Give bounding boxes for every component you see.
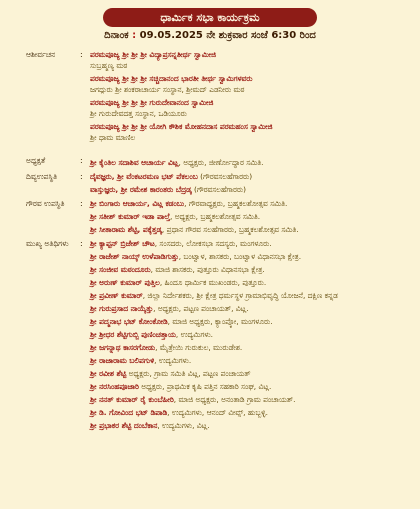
guest-entry: ಶ್ರೀ ರಾಜೇಶ್ ನಾಯ್ಕ್ ಉಳೆಪಾಡಿಗುತ್ತು, ಬಂಟ್ವಾಳ, ಶಾಸಕರು, ಬಂಟ್ವಾಳ ವಿಧಾನಸಭಾ ಕ್ಷೇತ್ರ. [90,252,302,261]
section-label: ಅಧ್ಯಕ್ಷತೆ [26,156,46,165]
guest-entry: ಶ್ರೀ ಗುರುಪ್ರಸಾದ ನಾಯ್ಕೆತ್ತು, ಅಧ್ಯಕ್ಷರು, ಪಟ್ಟಣ ಪಂಚಾಯತ್, ವಿಟ್ಲ. [90,304,249,313]
guest-entry: ದೈವಜ್ಞರು, ಶ್ರೀ ವೆಂಕಟರಮಣ ಭಟ್ ಪೆಕಲಂಬ (ಗೌರವಸಲಹೆಗಾರರು) [90,172,253,181]
program-title: ಧಾರ್ಮಿಕ ಸಭಾ ಕಾರ್ಯಕ್ರಮ [103,8,317,27]
section-aashirvachana: ಆಶೀರ್ವಚನ : ಪರಮಪೂಜ್ಯ ಶ್ರೀ ಶ್ರೀ ಶ್ರೀ ವಿದ್ಯಾಪ್ರಸನ್ನತೀರ್ಥ ಸ್ವಾಮೀಜಿ ಸುಬ್ರಹ್ಮಣ್ಯ ಮಠ ಪರಮಪೂಜ್ಯ ಶ್ರೀ ಶ್ರೀ ಶ್ರೀ ಸಚ್ಚಿದಾನಂದ ಭಾರತೀ ತೀರ್ಥ ಸ್ವಾಮಿಗಳವರು ಜಗದ್ಗುರು ಶ್ರೀ ಶಂಕರಾಚಾರ್ಯ ಸಂಸ್ಥಾನ, ಶ್ರೀಮದ್ ಎಡನೀರು ಮಠ ಪರಮಪೂಜ್ಯ ಶ್ರೀ ಶ್ರೀ ಶ್ರೀ ಗುರುದೇವಾನಂದ ಸ್ವಾಮೀಜಿ ಶ್ರೀ ಗುರುದೇವದತ್ತ ಸಂಸ್ಥಾನ, ಒಡಿಯೂರು ಪರಮಪೂಜ್ಯ ಶ್ರೀ ಶ್ರೀ ಶ್ರೀ ಯೋಗಿ ಕೌಶಿಕ ಮೋಹನದಾಸ ಪರಮಹಂಸ ಸ್ವಾಮೀಜಿ ಶ್ರೀ ಧಾಮ ಮಾಣಿಲ [8,49,412,143]
guest-entry: ಶ್ರೀ ಪದ್ಮನಾಭ ಭಟ್ ಕೋಂಕೋಡಿ, ಮಾಜಿ ಅಧ್ಯಕ್ಷರು, ಕ್ಯಾಂಪ್ಕೋ, ಮಂಗಳೂರು. [90,317,273,326]
section-label: ಮುಖ್ಯ ಅತಿಥಿಗಳು [26,239,69,248]
guest-entry: ಪರಮಪೂಜ್ಯ ಶ್ರೀ ಶ್ರೀ ಶ್ರೀ ಸಚ್ಚಿದಾನಂದ ಭಾರತೀ ತೀರ್ಥ ಸ್ವಾಮಿಗಳವರು [90,74,253,83]
guest-entry: ಶ್ರೀ ಅರುಣ್ ಕುಮಾರ್ ಪುತ್ತಿಲ, ಹಿಂದೂ ಧಾರ್ಮಿಕ ಮುಖಂಡರು, ಪುತ್ತೂರು. [90,278,267,287]
date-label: ದಿನಾಂಕ [104,30,129,41]
section-adhyakshate: ಅಧ್ಯಕ್ಷತೆ : ಶ್ರೀ ಕೈಂತಿಲ ಸದಾಶಿವ ಆಚಾರ್ಯ ವಿಟ್ಲ, ಅಧ್ಯಕ್ಷರು, ಜೀರ್ಣೋದ್ಧಾರ ಸಮಿತಿ. [8,155,412,168]
guest-entry: ಶ್ರೀ ಶ್ರೀಧರ ಶೆಟ್ಟಿಗುಬ್ಬಿ ಪುಣಿಂಚತ್ತಾಯ, ಉದ್ಯಮಿಗಳು. [90,330,214,339]
guest-entry: ಶ್ರೀ ನನತ್ ಕುಮಾರ್ ರೈ ಕುಂಬೆಹೀರಿ, ಮಾಜಿ ಅಧ್ಯಕ್ಷರು, ಅನಂತಾಡಿ ಗ್ರಾಮ ಪಂಚಾಯತ್. [90,395,296,404]
guest-entry: ಪರಮಪೂಜ್ಯ ಶ್ರೀ ಶ್ರೀ ಶ್ರೀ ಯೋಗಿ ಕೌಶಿಕ ಮೋಹನದಾಸ ಪರಮಹಂಸ ಸ್ವಾಮೀಜಿ [90,122,273,131]
guest-entry: ಶ್ರೀ ನರಸಿಂಹಪೂಜಾರಿ ಅಧ್ಯಕ್ಷರು, ಪ್ರಾಥಮಿಕ ಕೃಷಿ ಪತ್ತಿನ ಸಹಕಾರಿ ಸಂಘ, ವಿಟ್ಲ. [90,382,272,391]
guest-entry-sub: ಸುಬ್ರಹ್ಮಣ್ಯ ಮಠ [90,61,128,70]
guest-entry: ಪರಮಪೂಜ್ಯ ಶ್ರೀ ಶ್ರೀ ಶ್ರೀ ಗುರುದೇವಾನಂದ ಸ್ವಾಮೀಜಿ [90,98,214,107]
section-label: ದಿವ್ಯಉಪಸ್ಥಿತಿ [26,172,58,181]
guest-entry: ಶ್ರೀ ಡಿ. ಗೋವಿಂದ ಭಟ್ ಡಿಪಾಡಿ, ಉದ್ಯಮಿಗಳು, ಆನಂದ್ ವೀವ್ಸ್, ಹುಬ್ಬಳ್ಳಿ. [90,408,269,417]
guest-entry: ಶ್ರೀ ಕ್ಯಾಪ್ಟನ್ ಬ್ರಿಜೇಶ್ ಚೌಟ, ಸಂಸದರು, ಲೋಕಸಭಾ ಸದಸ್ಯರು, ಮಂಗಳೂರು. [90,239,272,248]
guest-entry: ಶ್ರೀ ಸೀತಾರಾಮ ಶೆಟ್ಟಿ, ಪಕ್ಕೆತ್ತಡ್ಕ, ಪ್ರಧಾನ ಗೌರವ ಸಲಹೆಗಾರರು, ಬ್ರಹ್ಮಕಲಶೋತ್ಸವ ಸಮಿತಿ. [90,225,299,234]
guest-entry: ಶ್ರೀ ಜಗನ್ನಾಥ ಕಾಸರಗೋಡು, ಮೈತ್ರೇಯಿ ಗುರುಕುಲ, ಮುರುಡೇಶ. [90,343,243,352]
guest-entry: ಶ್ರೀ ಕೈಂತಿಲ ಸದಾಶಿವ ಆಚಾರ್ಯ ವಿಟ್ಲ, ಅಧ್ಯಕ್ಷರು, ಜೀರ್ಣೋದ್ಧಾರ ಸಮಿತಿ. [90,158,264,167]
guest-entry: ಶ್ರೀ ಸತೀಶ್ ಕುಮಾರ್ ಇಡಾ ಪಾಲ್ತೆ, ಅಧ್ಯಕ್ಷರು, ಬ್ರಹ್ಮಕಲಶೋತ್ಸವ ಸಮಿತಿ. [90,212,261,221]
guest-entry-sub: ಜಗದ್ಗುರು ಶ್ರೀ ಶಂಕರಾಚಾರ್ಯ ಸಂಸ್ಥಾನ, ಶ್ರೀಮದ್ ಎಡನೀರು ಮಠ [90,85,245,94]
guest-entry: ಪರಮಪೂಜ್ಯ ಶ್ರೀ ಶ್ರೀ ಶ್ರೀ ವಿದ್ಯಾಪ್ರಸನ್ನತೀರ್ಥ ಸ್ವಾಮೀಜಿ [90,50,216,59]
guest-entry: ಶ್ರೀ ಸಂಜೀವ ಮಠಂದೂರು, ಮಾಜಿ ಶಾಸಕರು, ಪುತ್ತೂರು ವಿಧಾನಸಭಾ ಕ್ಷೇತ್ರ. [90,265,265,274]
guest-entry: ವಾಸ್ತುಜ್ಞರು, ಶ್ರೀ ರಮೇಶ ಕಾರಂತರು ಬೆದ್ರಡ್ಕ (ಗೌರವಸಲಹೆಗಾರರು) [90,185,247,194]
section-divyaupasthiti: ದಿವ್ಯಉಪಸ್ಥಿತಿ : ದೈವಜ್ಞರು, ಶ್ರೀ ವೆಂಕಟರಮಣ ಭಟ್ ಪೆಕಲಂಬ (ಗೌರವಸಲಹೆಗಾರರು) ವಾಸ್ತುಜ್ಞರು, ಶ್ರೀ ರಮೇಶ ಕಾರಂತರು ಬೆದ್ರಡ್ಕ (ಗೌರವಸಲಹೆಗಾರರು) [8,171,412,195]
guest-entry-sub: ಶ್ರೀ ಧಾಮ ಮಾಣಿಲ [90,133,136,142]
section-label: ಆಶೀರ್ವಚನ [26,50,56,59]
guest-entry: ಶ್ರೀ ರವೀಶ ಶೆಟ್ಟಿ ಅಧ್ಯಕ್ಷರು, ಗ್ರಾಮ ಸಮಿತಿ ವಿಟ್ಲ, ಪಟ್ಟಣ ಪಂಚಾಯತ್ [90,369,251,378]
section-mukhya-atithigalu: ಮುಖ್ಯ ಅತಿಥಿಗಳು : ಶ್ರೀ ಕ್ಯಾಪ್ಟನ್ ಬ್ರಿಜೇಶ್ ಚೌಟ, ಸಂಸದರು, ಲೋಕಸಭಾ ಸದಸ್ಯರು, ಮಂಗಳೂರು. ಶ್ರೀ ರಾಜೇಶ್ ನಾಯ್ಕ್ ಉಳೆಪಾಡಿಗುತ್ತು, ಬಂಟ್ವಾಳ, ಶಾಸಕರು, ಬಂಟ್ವಾಳ ವಿಧಾನಸಭಾ ಕ್ಷೇತ್ರ. ಶ್ರೀ ಸಂಜೀವ ಮಠಂದೂರು, ಮಾಜಿ ಶಾಸಕರು, ಪುತ್ತೂರು ವಿಧಾನಸಭಾ ಕ್ಷೇತ್ರ. ಶ್ರೀ ಅರುಣ್ ಕುಮಾರ್ ಪುತ್ತಿಲ, ಹಿಂದೂ ಧಾರ್ಮಿಕ ಮುಖಂಡರು, ಪುತ್ತೂರು. ಶ್ರೀ ಪ್ರವೀಣ್ ಕುಮಾರ್, ಜಿಲ್ಲಾ ನಿರ್ದೇಶಕರು, ಶ್ರೀ ಕ್ಷೇತ್ರ ಧರ್ಮಸ್ಥಳ ಗ್ರಾಮಾಭಿವೃದ್ಧಿ ಯೋಜನೆ, ದಕ್ಷಿಣ ಕನ್ನಡ ಶ್ರೀ ಗುರುಪ್ರಸಾದ ನಾಯ್ಕೆತ್ತು, ಅಧ್ಯಕ್ಷರು, ಪಟ್ಟಣ ಪಂಚಾಯತ್, ವಿಟ್ಲ. ಶ್ರೀ ಪದ್ಮನಾಭ ಭಟ್ ಕೋಂಕೋಡಿ, ಮಾಜಿ ಅಧ್ಯಕ್ಷರು, ಕ್ಯಾಂಪ್ಕೋ, ಮಂಗಳೂರು. ಶ್ರೀ ಶ್ರೀಧರ ಶೆಟ್ಟಿಗುಬ್ಬಿ ಪುಣಿಂಚತ್ತಾಯ, ಉದ್ಯಮಿಗಳು. ಶ್ರೀ ಜಗನ್ನಾಥ ಕಾಸರಗೋಡು, ಮೈತ್ರೇಯಿ ಗುರುಕುಲ, ಮುರುಡೇಶ. ಶ್ರೀ ರಾಜಾರಾಮ ಬಲಿಪಗುಳಿ, ಉದ್ಯಮಿಗಳು. ಶ್ರೀ ರವೀಶ ಶೆಟ್ಟಿ ಅಧ್ಯಕ್ಷರು, ಗ್ರಾಮ ಸಮಿತಿ ವಿಟ್ಲ, ಪಟ್ಟಣ ಪಂಚಾಯತ್ ಶ್ರೀ ನರಸಿಂಹಪೂಜಾರಿ ಅಧ್ಯಕ್ಷರು, ಪ್ರಾಥಮಿಕ ಕೃಷಿ ಪತ್ತಿನ ಸಹಕಾರಿ ಸಂಘ, ವಿಟ್ಲ. ಶ್ರೀ ನನತ್ ಕುಮಾರ್ ರೈ ಕುಂಬೆಹೀರಿ, ಮಾಜಿ ಅಧ್ಯಕ್ಷರು, ಅನಂತಾಡಿ ಗ್ರಾಮ ಪಂಚಾಯತ್. ಶ್ರೀ ಡಿ. ಗೋವಿಂದ ಭಟ್ ಡಿಪಾಡಿ, ಉದ್ಯಮಿಗಳು, ಆನಂದ್ ವೀವ್ಸ್, ಹುಬ್ಬಳ್ಳಿ. ಶ್ರೀ ಪ್ರಭಾಕರ ಶೆಟ್ಟಿ ದಂಬೆಕಾನ, ಉದ್ಯಮಿಗಳು, ವಿಟ್ಲ. [8,238,412,431]
guest-entry: ಶ್ರೀ ಪ್ರಭಾಕರ ಶೆಟ್ಟಿ ದಂಬೆಕಾನ, ಉದ್ಯಮಿಗಳು, ವಿಟ್ಲ. [90,421,210,430]
guest-entry: ಶ್ರೀ ರಾಜಾರಾಮ ಬಲಿಪಗುಳಿ, ಉದ್ಯಮಿಗಳು. [90,356,192,365]
guest-entry: ಶ್ರೀ ಪ್ರವೀಣ್ ಕುಮಾರ್, ಜಿಲ್ಲಾ ನಿರ್ದೇಶಕರು, ಶ್ರೀ ಕ್ಷೇತ್ರ ಧರ್ಮಸ್ಥಳ ಗ್ರಾಮಾಭಿವೃದ್ಧಿ ಯೋಜನೆ, ದಕ್ಷಿಣ ಕನ್ನಡ [90,291,338,300]
section-gourava: ಗೌರವ ಉಪಸ್ಥಿತಿ : ಶ್ರೀ ಬಿಂಗಾರು ಆಚಾರ್ಯ, ವಿಟ್ಲ ಕಡಂಬು, ಗೌರವಾಧ್ಯಕ್ಷರು, ಬ್ರಹ್ಮಕಲಶೋತ್ಸವ ಸಮಿತಿ. ಶ್ರೀ ಸತೀಶ್ ಕುಮಾರ್ ಇಡಾ ಪಾಲ್ತೆ, ಅಧ್ಯಕ್ಷರು, ಬ್ರಹ್ಮಕಲಶೋತ್ಸವ ಸಮಿತಿ. ಶ್ರೀ ಸೀತಾರಾಮ ಶೆಟ್ಟಿ, ಪಕ್ಕೆತ್ತಡ್ಕ, ಪ್ರಧಾನ ಗೌರವ ಸಲಹೆಗಾರರು, ಬ್ರಹ್ಮಕಲಶೋತ್ಸವ ಸಮಿತಿ. [8,198,412,235]
guest-entry: ಶ್ರೀ ಬಿಂಗಾರು ಆಚಾರ್ಯ, ವಿಟ್ಲ ಕಡಂಬು, ಗೌರವಾಧ್ಯಕ್ಷರು, ಬ್ರಹ್ಮಕಲಶೋತ್ಸವ ಸಮಿತಿ. [90,199,288,208]
guest-entry-sub: ಶ್ರೀ ಗುರುದೇವದತ್ತ ಸಂಸ್ಥಾನ, ಒಡಿಯೂರು [90,109,187,118]
section-label: ಗೌರವ ಉಪಸ್ಥಿತಿ [26,199,65,208]
date-value: 09.05.2025 ನೇ ಶುಕ್ರವಾರ ಸಂಜೆ 6:30 ರಿಂದ [139,30,316,41]
date-line: ದಿನಾಂಕ : 09.05.2025 ನೇ ಶುಕ್ರವಾರ ಸಂಜೆ 6:30 ರಿಂದ [104,30,316,41]
